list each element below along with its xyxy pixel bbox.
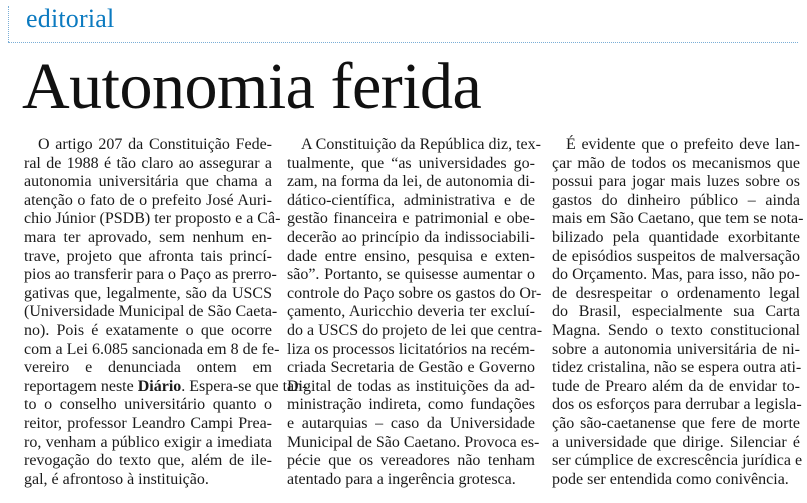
text-line: vereiro e denunciada ontem em (24, 359, 272, 377)
text-line: pode ser entendida como conivência. (552, 470, 789, 488)
text-line: decerão ao princípio da indissociabili- (287, 228, 535, 246)
text-line: ção são-caetanense que fere de morte (552, 414, 800, 432)
text-line: controle do Paço sobre os gastos do Or- (287, 284, 542, 302)
text-fragment: . Espera-se que tan- (181, 377, 308, 395)
text-line: autonomia universitária que chama a (24, 173, 272, 191)
section-header (0, 0, 807, 40)
text-line-with-bold (24, 377, 308, 397)
article-column-1 (24, 136, 308, 489)
text-line: gal, é afrontoso à instituição. (24, 470, 209, 488)
text-line: (Universidade Municipal de São Caeta- (24, 303, 278, 321)
publication-name: Diário (137, 377, 182, 395)
text-line: ministração indireta, como fundações (287, 396, 535, 414)
text-line: atenção o fato de o prefeito José Auri- (24, 191, 272, 209)
text-line: pécie que os vereadores não tenham (287, 452, 535, 470)
text-line: çamento, Auricchio deveria ter excluí- (287, 303, 535, 321)
text-line: no). Pois é exatamente o que ocorre (24, 321, 272, 339)
section-label: editorial (26, 4, 115, 33)
text-line: ral de 1988 é tão claro ao assegurar a (24, 154, 272, 172)
text-line: e autarquias – caso da Universidade (287, 414, 535, 432)
text-line: a universidade que dirige. Silenciar é (552, 433, 800, 451)
text-line: A Constituição da República diz, tex- (301, 136, 541, 153)
text-line: sobre a autonomia universitária de ni- (552, 340, 800, 358)
section-divider-vertical (8, 6, 9, 42)
article-headline: Autonomia ferida (22, 50, 482, 123)
text-line: pios ao transferir para o Paço as prerro- (24, 266, 277, 284)
text-line: atentado para a ingerência grotesca. (287, 470, 516, 488)
text-line: revogação do texto que, além de ile- (24, 452, 272, 470)
text-line: do a USCS do projeto de lei que centra- (287, 321, 543, 339)
text-line: ser cúmplice de excrescência jurídica e (552, 452, 803, 470)
text-line: ro, venham a público exigir a imediata (24, 433, 272, 451)
article-body (0, 136, 807, 503)
text-line: são”. Portanto, se quisesse aumentar o (287, 266, 535, 284)
text-line: Municipal de São Caetano. Provoca es- (287, 433, 540, 451)
text-line: mara ter aprovado, sem nenhum en- (24, 228, 272, 246)
text-line: gastos do dinheiro público – ainda (552, 191, 800, 209)
text-line: com a Lei 6.085 sancionada em 8 de fe- (24, 340, 280, 358)
text-line: reitor, professor Leandro Campi Prea- (24, 414, 272, 432)
text-line: bilizado pela quantidade exorbitante (552, 228, 800, 246)
text-line: criada Secretaria de Gestão e Governo (287, 359, 535, 377)
text-line: de episódios suspeitos de malversação (552, 247, 800, 265)
section-divider (8, 42, 798, 43)
text-line: tude de Prearo além da de envidar to- (552, 377, 800, 395)
text-line: do Brasil, especialmente sua Carta (552, 303, 800, 321)
text-line: dático-científica, administrativa e de (287, 191, 535, 209)
text-line: gativas que, legalmente, são da USCS (24, 284, 272, 302)
text-line: tualmente, que “as universidades go- (287, 154, 535, 172)
text-line: tidez cristalina, não se espera outra ati- (552, 359, 802, 377)
text-line: zam, na forma da lei, de autonomia di- (287, 173, 535, 191)
text-line: to o conselho universitário quanto o (24, 396, 272, 414)
text-line: Magna. Sendo o texto constitucional (552, 321, 800, 339)
text-line: trave, projeto que afronta tais princí- (24, 247, 272, 265)
text-line: çar mão de todos os mecanismos que (552, 154, 800, 172)
text-line: É evidente que o prefeito deve lan- (566, 136, 800, 153)
article-column-2 (287, 136, 543, 489)
text-line: O artigo 207 da Constituição Fede- (38, 136, 272, 153)
text-line: do Orçamento. Mas, para isso, não po- (552, 266, 800, 284)
text-line: liza os processos licitatórios na recém- (287, 340, 535, 358)
text-fragment: reportagem neste (24, 377, 138, 395)
text-line: chio Júnior (PSDB) ter proposto e a Câ- (24, 210, 281, 228)
text-line: dos os esforços para derrubar a legisla- (552, 396, 802, 414)
article-column-3 (552, 136, 804, 489)
text-line: Digital de todas as instituições da ad- (287, 377, 535, 395)
text-line: dade entre ensino, pesquisa e exten- (287, 247, 535, 265)
text-line: possui para jogar mais luzes sobre os (552, 173, 800, 191)
text-line: gestão financeira e patrimonial e obe- (287, 210, 535, 228)
text-line: mais em São Caetano, que tem se nota- (552, 210, 804, 228)
text-line: de desrespeitar o ordenamento legal (552, 284, 800, 302)
